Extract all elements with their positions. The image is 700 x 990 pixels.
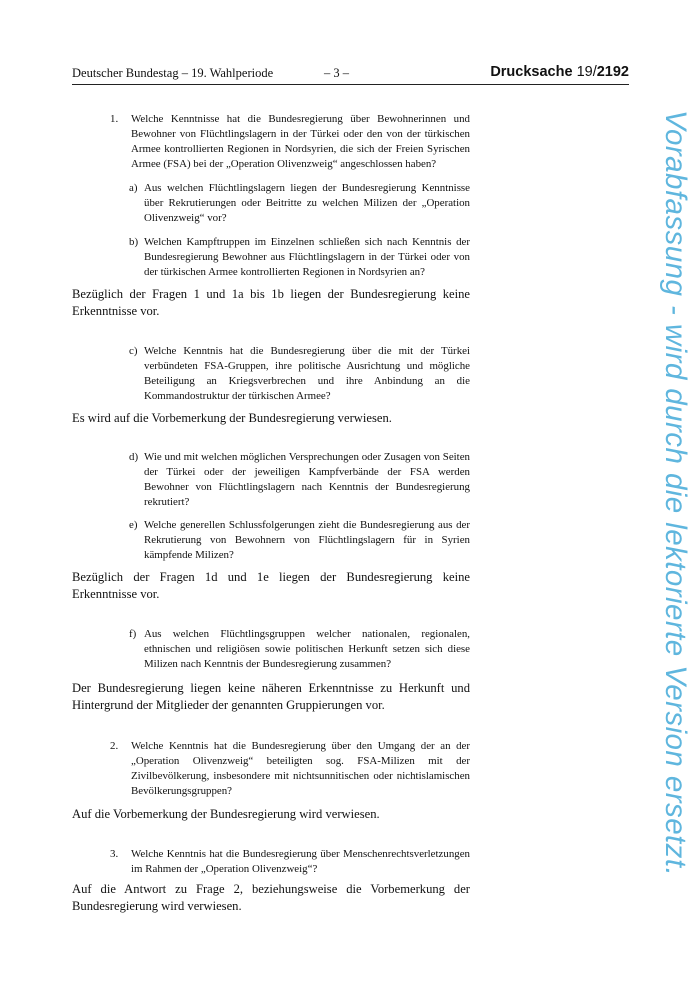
question-1f xyxy=(72,627,470,672)
question-1e xyxy=(72,518,470,563)
question-text: Welche Kenntnis hat die Bundesregierung über den Umgang der an der „Operation Olivenzweig“ beteiligten sog. FSA-Milizen mit der Zivilbevölkerung, insbesondere mit nichtsunnitischen oder nichtislamischen Bevölkerungsgruppen? xyxy=(131,740,470,797)
question-text: Welche Kenntnisse hat die Bundesregierung über Bewohnerinnen und Bewohner von Flüchtlingslagern in der Türkei oder den von der türkischen Armee kontrollierten Regionen in Nordsyrien, die sich der Freien Syrischen Armee (FSA) bei der „Operation Olivenzweig“ angeschlossen haben? xyxy=(131,113,470,170)
question-text: Welche generellen Schlussfolgerungen zieht die Bundesregierung aus der Rekrutierung von Bewohnern von Flüchtlingslagern für in Syrien kämpfende Milizen? xyxy=(144,519,470,561)
question-1c xyxy=(72,344,470,404)
question-number: 2. xyxy=(110,740,119,752)
question-letter: e) xyxy=(129,519,138,531)
question-1d xyxy=(72,450,470,510)
question-letter: a) xyxy=(129,182,138,194)
question-letter: f) xyxy=(129,628,137,640)
document-body xyxy=(72,112,470,915)
watermark-text: Vorabfassung - wird durch die lektorierte Version ersetzt. xyxy=(659,110,692,877)
question-text: Welchen Kampftruppen im Einzelnen schließen sich nach Kenntnis der Bundesregierung Bewohner aus Flüchtlingslagern in der Türkei oder von der türkischen Armee kontrollierten Regionen in Nordsyrien an? xyxy=(144,236,470,278)
question-letter: d) xyxy=(129,451,139,463)
question-text: Welche Kenntnis hat die Bundesregierung über Menschenrechtsverletzungen im Rahmen der „Operation Olivenzweig“? xyxy=(131,848,470,875)
question-1b xyxy=(72,235,470,280)
doc-number: 2192 xyxy=(596,64,629,80)
answer-3: Auf die Antwort zu Frage 2, beziehungsweise die Vorbemerkung der Bundesregierung wird verwiesen. xyxy=(72,882,470,913)
question-number: 1. xyxy=(110,113,119,125)
page-number: – 3 – xyxy=(324,66,349,80)
doc-prefix: 19/ xyxy=(576,64,597,80)
draft-watermark xyxy=(640,110,695,910)
document-number xyxy=(490,64,629,80)
answer-1-1b: Bezüglich der Fragen 1 und 1a bis 1b liegen der Bundesregierung keine Erkenntnisse vor. xyxy=(72,287,470,318)
answer-1c: Es wird auf die Vorbemerkung der Bundesregierung verwiesen. xyxy=(72,411,392,425)
question-1 xyxy=(72,112,470,172)
question-number: 3. xyxy=(110,848,119,860)
question-text: Aus welchen Flüchtlingsgruppen welcher nationalen, regionalen, ethnischen und religiösen sowie politischen Herkunft setzen sich diese Milizen nach Kenntnis der Bundesregierung zusammen? xyxy=(144,628,470,670)
question-2 xyxy=(72,739,470,799)
answer-1f: Der Bundesregierung liegen keine näheren Erkenntnisse zu Herkunft und Hintergrund der Mitglieder der genannten Gruppierungen vor. xyxy=(72,681,470,712)
doc-label: Drucksache xyxy=(490,64,573,80)
header-rule xyxy=(72,84,629,85)
page-header xyxy=(72,66,629,86)
question-text: Welche Kenntnis hat die Bundesregierung über die mit der Türkei verbündeten FSA-Gruppen, ihre politische Ausrichtung und mögliche Beteiligung an Kriegsverbrechen und ihre Anbindung an die Kommandostruktur der türkischen Armee? xyxy=(144,345,470,402)
question-3 xyxy=(72,847,470,877)
answer-2: Auf die Vorbemerkung der Bundesregierung wird verwiesen. xyxy=(72,807,380,821)
parliament-label: Deutscher Bundestag – 19. Wahlperiode xyxy=(72,66,274,80)
question-letter: c) xyxy=(129,345,138,357)
question-text: Wie und mit welchen möglichen Versprechungen oder Zusagen von Seiten der Türkei oder der jeweiligen Kampfverbände der FSA werden Bewohner von Flüchtlingslagern nach Kenntnis der Bundesregierung rekrutiert? xyxy=(144,451,470,508)
answer-1d-1e: Bezüglich der Fragen 1d und 1e liegen der Bundesregierung keine Erkenntnisse vor. xyxy=(72,570,470,601)
question-1a xyxy=(72,181,470,226)
question-text: Aus welchen Flüchtlingslagern liegen der Bundesregierung Kenntnisse über Rekrutierungen oder Beitritte zu welchen Milizen der „Operation Olivenzweig“ vor? xyxy=(144,182,470,224)
question-letter: b) xyxy=(129,236,139,248)
